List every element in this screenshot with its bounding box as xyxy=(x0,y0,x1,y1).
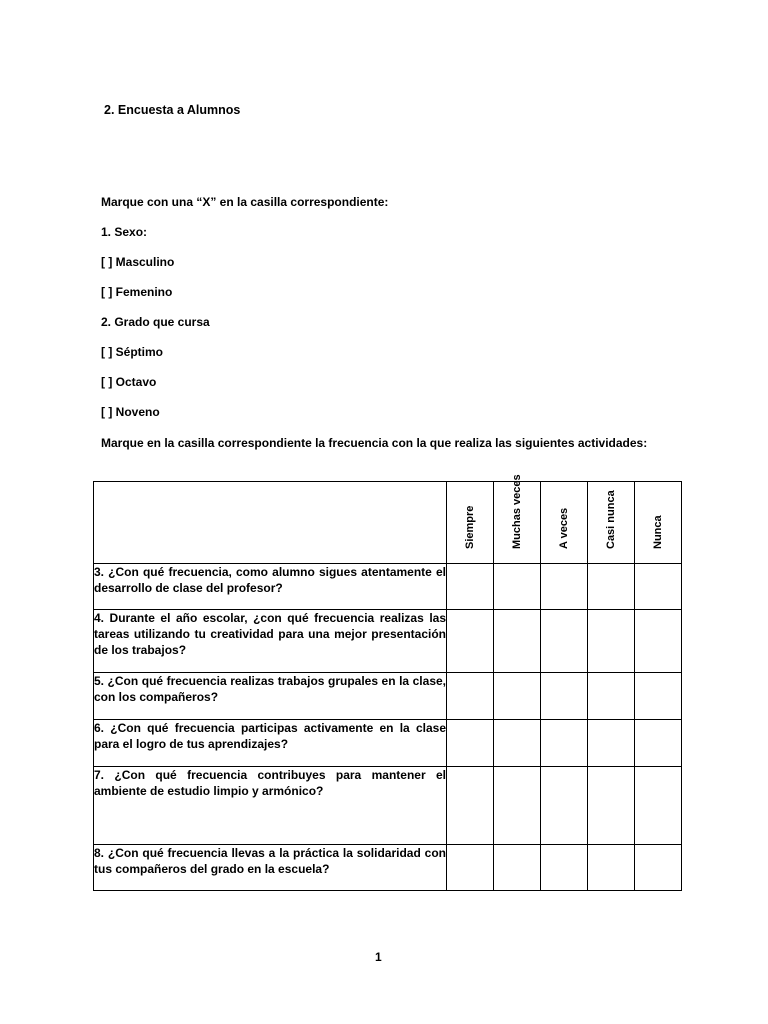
answer-cell[interactable] xyxy=(635,673,682,720)
answer-cell[interactable] xyxy=(588,610,635,673)
answer-cell[interactable] xyxy=(635,767,682,845)
option-femenino: [ ] Femenino xyxy=(101,285,173,299)
answer-cell[interactable] xyxy=(541,673,588,720)
column-header-nunca: Nunca xyxy=(635,482,682,564)
answer-cell[interactable] xyxy=(635,564,682,610)
answer-cell[interactable] xyxy=(447,767,494,845)
answer-cell[interactable] xyxy=(541,720,588,767)
answer-cell[interactable] xyxy=(588,720,635,767)
question-4: 4. Durante el año escolar, ¿con qué frecuencia realizas las tareas utilizando tu creatividad para una mejor presentación de los trabajos? xyxy=(94,610,447,673)
answer-cell[interactable] xyxy=(447,564,494,610)
option-masculino: [ ] Masculino xyxy=(101,255,175,269)
table-row xyxy=(94,564,682,610)
answer-cell[interactable] xyxy=(588,564,635,610)
answer-cell[interactable] xyxy=(541,564,588,610)
answer-cell[interactable] xyxy=(635,845,682,891)
page-number: 1 xyxy=(375,950,382,964)
table-row xyxy=(94,610,682,673)
answer-cell[interactable] xyxy=(541,767,588,845)
question-7: 7. ¿Con qué frecuencia contribuyes para mantener el ambiente de estudio limpio y armónico? xyxy=(94,767,447,845)
answer-cell[interactable] xyxy=(494,845,541,891)
question-8: 8. ¿Con qué frecuencia llevas a la práctica la solidaridad con tus compañeros del grado en la escuela? xyxy=(94,845,447,891)
answer-cell[interactable] xyxy=(494,564,541,610)
answer-cell[interactable] xyxy=(447,845,494,891)
answer-cell[interactable] xyxy=(494,610,541,673)
answer-cell[interactable] xyxy=(494,720,541,767)
answer-cell[interactable] xyxy=(494,673,541,720)
table-row xyxy=(94,720,682,767)
answer-cell[interactable] xyxy=(588,845,635,891)
answer-cell[interactable] xyxy=(541,610,588,673)
question-5: 5. ¿Con qué frecuencia realizas trabajos grupales en la clase, con los compañeros? xyxy=(94,673,447,720)
survey-title: 2. Encuesta a Alumnos xyxy=(104,103,241,117)
answer-cell[interactable] xyxy=(447,720,494,767)
question-3: 3. ¿Con qué frecuencia, como alumno sigues atentamente el desarrollo de clase del profesor? xyxy=(94,564,447,610)
question-6: 6. ¿Con qué frecuencia participas activamente en la clase para el logro de tus aprendizajes? xyxy=(94,720,447,767)
question-grade-label: 2. Grado que cursa xyxy=(101,315,210,329)
answer-cell[interactable] xyxy=(635,720,682,767)
column-header-muchas-veces: Muchas veces xyxy=(494,482,541,564)
question-column-header xyxy=(94,482,447,564)
table-row xyxy=(94,845,682,891)
table-row xyxy=(94,767,682,845)
answer-cell[interactable] xyxy=(447,610,494,673)
answer-cell[interactable] xyxy=(494,767,541,845)
column-header-siempre: Siempre xyxy=(447,482,494,564)
option-noveno: [ ] Noveno xyxy=(101,405,160,419)
option-septimo: [ ] Séptimo xyxy=(101,345,163,359)
answer-cell[interactable] xyxy=(588,673,635,720)
option-octavo: [ ] Octavo xyxy=(101,375,157,389)
instruction-frequency: Marque en la casilla correspondiente la frecuencia con la que realiza las siguientes actividades: xyxy=(101,436,648,450)
table-header-row xyxy=(94,482,682,564)
answer-cell[interactable] xyxy=(635,610,682,673)
table-row xyxy=(94,673,682,720)
answer-cell[interactable] xyxy=(588,767,635,845)
frequency-table xyxy=(93,474,682,891)
instruction-mark-x: Marque con una “X” en la casilla correspondiente: xyxy=(101,195,389,209)
answer-cell[interactable] xyxy=(541,845,588,891)
column-header-a-veces: A veces xyxy=(541,482,588,564)
question-sex-label: 1. Sexo: xyxy=(101,225,148,239)
answer-cell[interactable] xyxy=(447,673,494,720)
column-header-casi-nunca: Casi nunca xyxy=(588,482,635,564)
